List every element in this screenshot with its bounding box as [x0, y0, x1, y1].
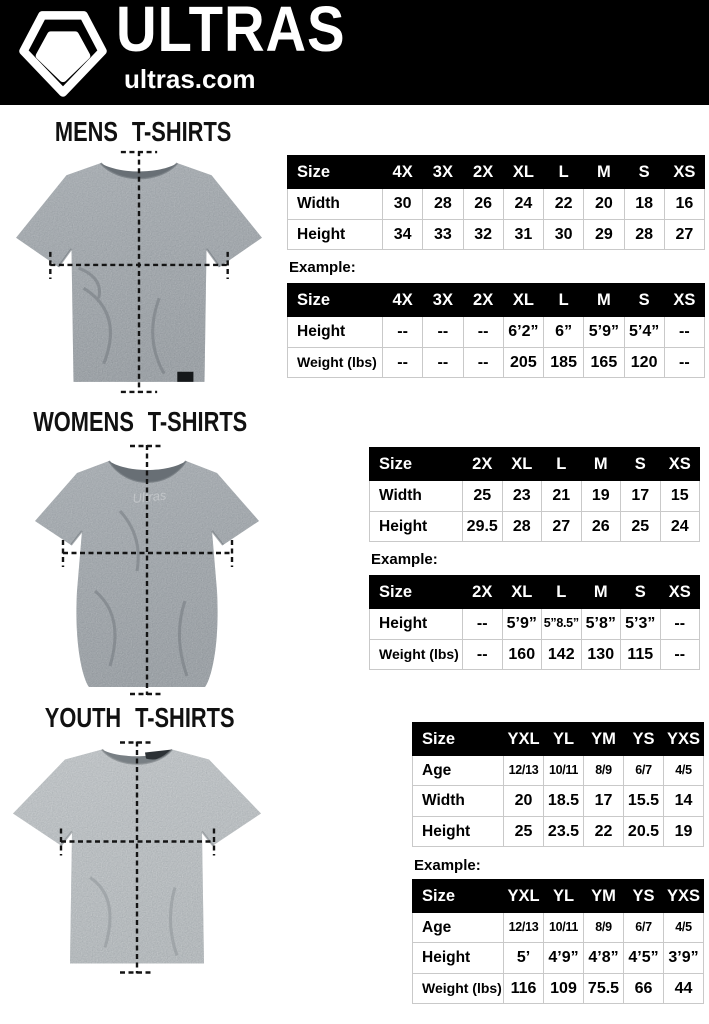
value-cell: 120 — [624, 347, 664, 378]
size-column-header: YXS — [664, 723, 704, 756]
size-column-header: YXL — [504, 880, 544, 913]
youth-tshirt-image — [5, 735, 270, 980]
size-column-header: XL — [502, 448, 542, 481]
size-column-header: S — [621, 576, 661, 609]
value-cell: 23.5 — [544, 816, 584, 847]
value-cell: 28 — [624, 219, 664, 250]
youth-size-table — [412, 722, 704, 847]
value-cell: 15 — [660, 481, 700, 512]
value-cell: 19 — [664, 816, 704, 847]
value-cell: 28 — [423, 189, 463, 220]
value-cell: 115 — [621, 639, 661, 670]
size-column-header: 3X — [423, 284, 463, 317]
brand-name: ULTRAS — [116, 0, 346, 65]
row-label: Width — [413, 786, 504, 817]
size-column-header: M — [581, 448, 621, 481]
value-cell: 22 — [584, 816, 624, 847]
value-cell: 5’8” — [581, 609, 621, 640]
value-cell: 28 — [502, 511, 542, 542]
value-cell: 17 — [621, 481, 661, 512]
row-label: Height — [288, 219, 383, 250]
value-cell: -- — [664, 347, 704, 378]
value-cell: 16 — [664, 189, 704, 220]
ultras-logo-icon — [16, 6, 110, 100]
value-cell: 116 — [504, 973, 544, 1004]
value-cell: 20 — [584, 189, 624, 220]
site-url: ultras.com — [124, 64, 256, 94]
value-cell: 25 — [504, 816, 544, 847]
value-cell: 4’8” — [584, 943, 624, 974]
value-cell: 20 — [504, 786, 544, 817]
row-label: Height — [413, 816, 504, 847]
mens-size-table — [287, 155, 705, 250]
value-cell: 5’9” — [502, 609, 542, 640]
mens-example-label: Example: — [289, 259, 356, 276]
size-column-header: S — [624, 284, 664, 317]
value-cell: 5’3” — [621, 609, 661, 640]
value-cell: 12/13 — [504, 756, 544, 786]
value-cell: 25 — [621, 511, 661, 542]
value-cell: 130 — [581, 639, 621, 670]
value-cell: 20.5 — [624, 816, 664, 847]
size-column-header: YM — [584, 723, 624, 756]
value-cell: 34 — [383, 219, 423, 250]
value-cell: 24 — [503, 189, 543, 220]
size-column-label: Size — [370, 576, 463, 609]
value-cell: 30 — [544, 219, 584, 250]
mens-tshirt-image — [8, 147, 270, 397]
size-column-header: 4X — [383, 284, 423, 317]
size-column-header: XL — [503, 284, 543, 317]
size-column-label: Size — [413, 723, 504, 756]
mens-example-table — [287, 283, 705, 378]
value-cell: 5’4” — [624, 317, 664, 348]
size-column-header: YS — [624, 723, 664, 756]
size-column-header: S — [624, 156, 664, 189]
value-cell: 5’9” — [584, 317, 624, 348]
value-cell: 4’5” — [624, 943, 664, 974]
size-column-header: L — [542, 576, 582, 609]
value-cell: 10/11 — [544, 756, 584, 786]
size-column-label: Size — [288, 284, 383, 317]
value-cell: 6” — [544, 317, 584, 348]
size-column-header: YL — [544, 723, 584, 756]
row-label: Weight (lbs) — [370, 639, 463, 670]
value-cell: -- — [660, 609, 700, 640]
row-label: Width — [370, 481, 463, 512]
size-column-header: YM — [584, 880, 624, 913]
value-cell: 18.5 — [544, 786, 584, 817]
size-column-header: YXL — [504, 723, 544, 756]
row-label: Height — [288, 317, 383, 348]
size-column-header: YXS — [664, 880, 704, 913]
value-cell: 44 — [664, 973, 704, 1004]
value-cell: 6’2” — [503, 317, 543, 348]
value-cell: 12/13 — [504, 913, 544, 943]
shirt-tag — [177, 372, 193, 382]
value-cell: 205 — [503, 347, 543, 378]
value-cell: 75.5 — [584, 973, 624, 1004]
value-cell: 160 — [502, 639, 542, 670]
value-cell: 18 — [624, 189, 664, 220]
value-cell: -- — [423, 347, 463, 378]
value-cell: -- — [463, 347, 503, 378]
size-column-label: Size — [288, 156, 383, 189]
value-cell: 17 — [584, 786, 624, 817]
size-column-header: 2X — [463, 576, 503, 609]
size-column-header: XS — [660, 448, 700, 481]
value-cell: 8/9 — [584, 756, 624, 786]
size-column-header: XS — [664, 156, 704, 189]
value-cell: 15.5 — [624, 786, 664, 817]
youth-section-title: YOUTH T-SHIRTS — [45, 702, 235, 733]
value-cell: 33 — [423, 219, 463, 250]
size-column-header: 4X — [383, 156, 423, 189]
row-label: Height — [413, 943, 504, 974]
value-cell: 27 — [542, 511, 582, 542]
row-label: Width — [288, 189, 383, 220]
size-column-header: XS — [664, 284, 704, 317]
size-column-header: XL — [503, 156, 543, 189]
value-cell: -- — [423, 317, 463, 348]
value-cell: 22 — [544, 189, 584, 220]
size-column-header: L — [544, 284, 584, 317]
value-cell: -- — [463, 317, 503, 348]
value-cell: 14 — [664, 786, 704, 817]
value-cell: 109 — [544, 973, 584, 1004]
womens-size-table — [369, 447, 700, 542]
value-cell: -- — [383, 347, 423, 378]
shirt-watermark: Ultras — [131, 487, 168, 506]
value-cell: 31 — [503, 219, 543, 250]
size-column-header: M — [581, 576, 621, 609]
youth-example-label: Example: — [414, 857, 481, 874]
womens-section-title: WOMENS T-SHIRTS — [33, 406, 248, 437]
value-cell: 165 — [584, 347, 624, 378]
size-column-header: 2X — [463, 448, 503, 481]
row-label: Weight (lbs) — [288, 347, 383, 378]
size-column-header: 2X — [463, 156, 503, 189]
value-cell: 26 — [581, 511, 621, 542]
row-label: Height — [370, 609, 463, 640]
value-cell: -- — [463, 609, 503, 640]
value-cell: 5’ — [504, 943, 544, 974]
value-cell: 185 — [544, 347, 584, 378]
value-cell: 4/5 — [664, 913, 704, 943]
value-cell: 142 — [542, 639, 582, 670]
value-cell: 24 — [660, 511, 700, 542]
row-label: Weight (lbs) — [413, 973, 504, 1004]
row-label: Age — [413, 913, 504, 943]
size-column-header: L — [542, 448, 582, 481]
value-cell: 29.5 — [463, 511, 503, 542]
value-cell: 32 — [463, 219, 503, 250]
size-column-header: XS — [660, 576, 700, 609]
value-cell: -- — [463, 639, 503, 670]
size-column-header: 3X — [423, 156, 463, 189]
value-cell: -- — [660, 639, 700, 670]
size-column-header: M — [584, 156, 624, 189]
size-column-header: M — [584, 284, 624, 317]
value-cell: 27 — [664, 219, 704, 250]
value-cell: 3’9” — [664, 943, 704, 974]
youth-example-table — [412, 879, 704, 1004]
value-cell: 6/7 — [624, 756, 664, 786]
value-cell: 66 — [624, 973, 664, 1004]
womens-example-table — [369, 575, 700, 670]
size-column-header: XL — [502, 576, 542, 609]
value-cell: 8/9 — [584, 913, 624, 943]
value-cell: -- — [664, 317, 704, 348]
value-cell: 23 — [502, 481, 542, 512]
value-cell: 26 — [463, 189, 503, 220]
size-column-label: Size — [413, 880, 504, 913]
size-column-header: YL — [544, 880, 584, 913]
size-column-header: L — [544, 156, 584, 189]
row-label: Height — [370, 511, 463, 542]
value-cell: 4’9” — [544, 943, 584, 974]
row-label: Age — [413, 756, 504, 786]
value-cell: 4/5 — [664, 756, 704, 786]
value-cell: 29 — [584, 219, 624, 250]
womens-example-label: Example: — [371, 551, 438, 568]
size-column-label: Size — [370, 448, 463, 481]
womens-tshirt-image — [25, 439, 270, 701]
mens-section-title: MENS T-SHIRTS — [54, 116, 232, 147]
value-cell: 19 — [581, 481, 621, 512]
value-cell: 21 — [542, 481, 582, 512]
value-cell: 10/11 — [544, 913, 584, 943]
value-cell: -- — [383, 317, 423, 348]
size-column-header: YS — [624, 880, 664, 913]
site-header — [0, 0, 709, 105]
value-cell: 30 — [383, 189, 423, 220]
value-cell: 25 — [463, 481, 503, 512]
size-column-header: S — [621, 448, 661, 481]
value-cell: 6/7 — [624, 913, 664, 943]
size-column-header: 2X — [463, 284, 503, 317]
value-cell: 5”8.5” — [542, 609, 582, 640]
